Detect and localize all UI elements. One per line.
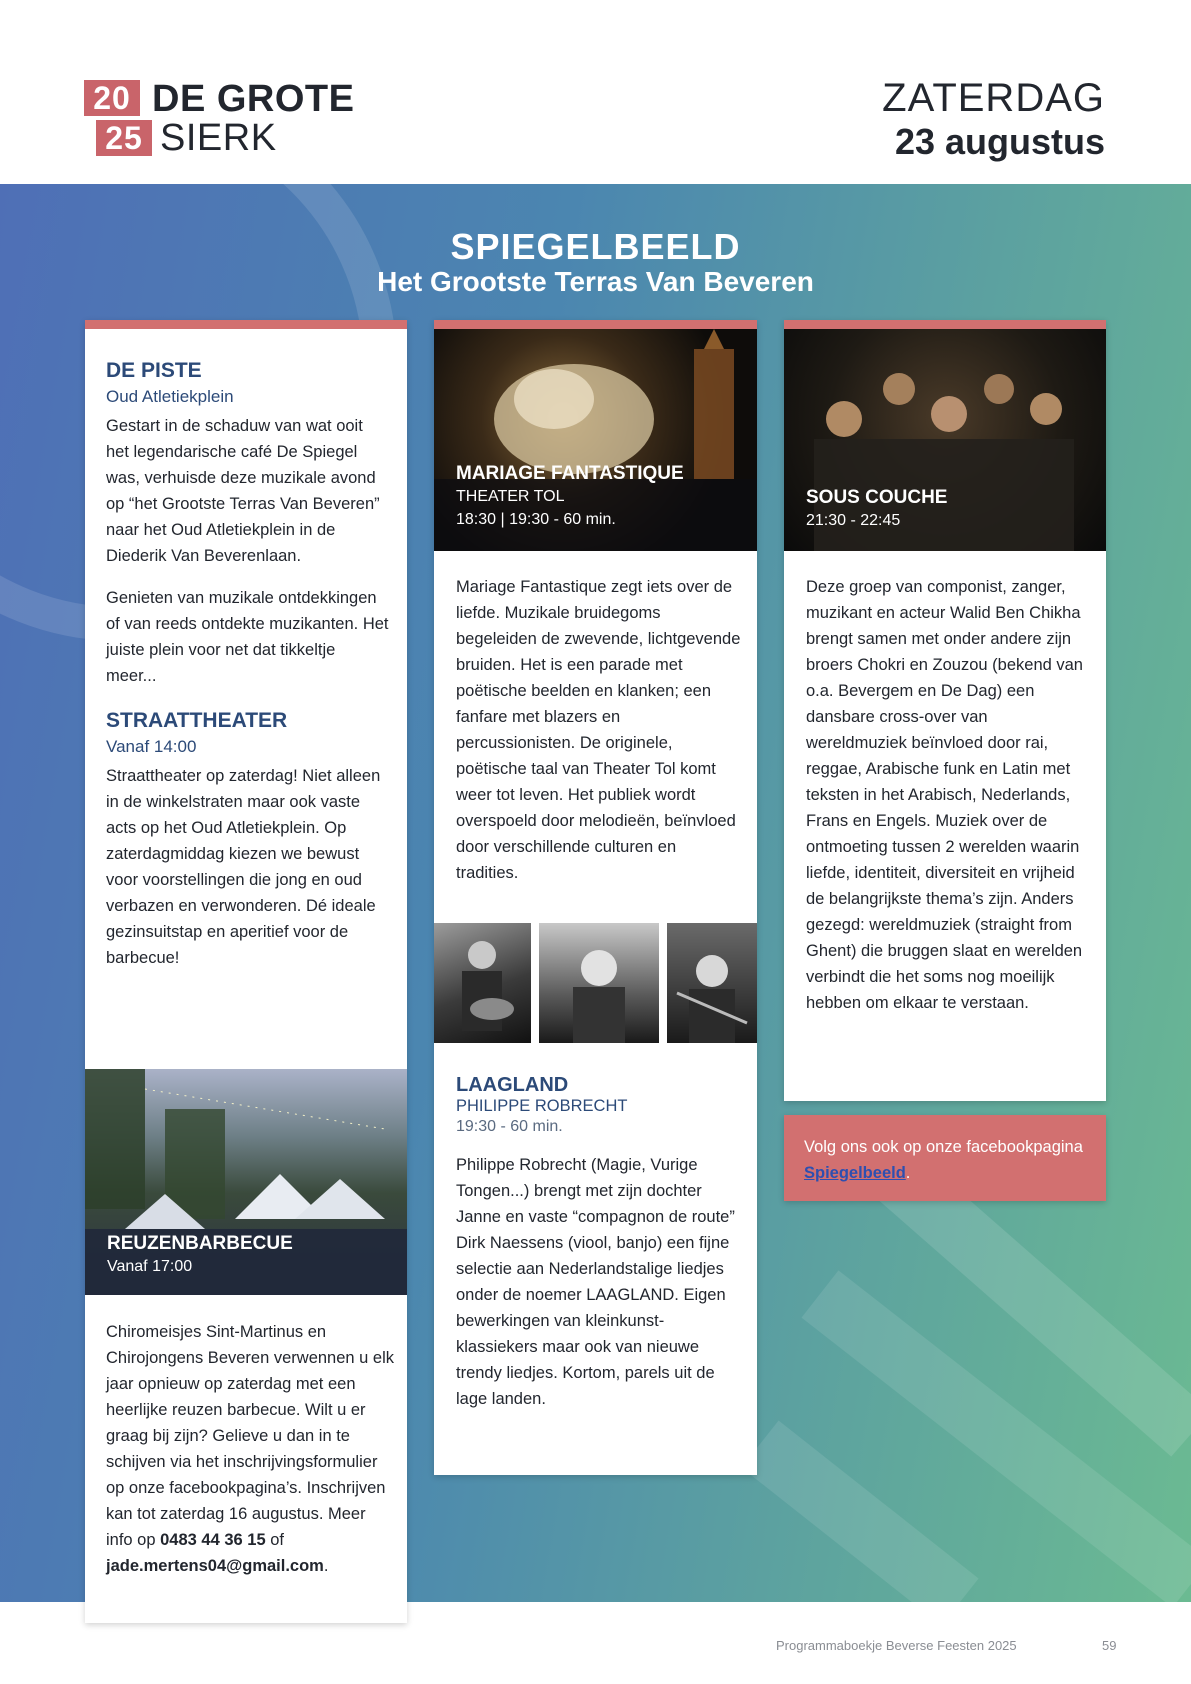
- mariage-fantastique-company: THEATER TOL: [456, 488, 565, 505]
- laagland-photo-3: [667, 923, 757, 1043]
- header-date: [882, 76, 1105, 164]
- page-number: 59: [1102, 1638, 1117, 1653]
- laagland-paragraph: Philippe Robrecht (Magie, Vurige Tongen...) brengt met zijn dochter Janne en vaste “compagnon de route” Dirk Naessens (viool, banjo) een fijne selectie aan Nederlandstalige liedjes onder de noemer LAAGLAND. Eigen bewerkingen van kleinkunst-klassiekers maar ook van nieuwe trendy liedjes. Kortom, parels uit de lage landen.: [456, 1156, 735, 1408]
- depiste-paragraph-2: Genieten van muzikale ontdekkingen of van reeds ontdekte muzikanten. Het juiste plein voor net dat tikkeltje meer...: [106, 589, 389, 685]
- violinist-illustration: [667, 923, 757, 1043]
- reuzenbarbecue-phone: 0483 44 36 15: [160, 1531, 266, 1549]
- depiste-title: DE PISTE: [106, 359, 202, 382]
- sous-couche-caption: [806, 487, 947, 532]
- logo-year-bottom: 25: [96, 120, 152, 156]
- card-column-3: [784, 320, 1106, 1101]
- card-column-1: [85, 320, 407, 1623]
- reuzenbarbecue-text: Chiromeisjes Sint-Martinus en Chirojongens Beveren verwennen u elk jaar opnieuw op zaterdag met een heerlijke reuzen barbecue. Wilt u er graag bij zijn? Gelieve u dan in te schijven via het inschrijvingsformulier op onze facebookpagina’s. Inschrijven kan tot zaterdag 16 augustus. Meer info op: [106, 1323, 395, 1549]
- straattheater-subtitle: Vanaf 14:00: [106, 737, 197, 756]
- footer-text: Programmaboekje Beverse Feesten 2025: [776, 1638, 1017, 1653]
- straattheater-title: STRAATTHEATER: [106, 709, 288, 732]
- facebook-callout-end: .: [905, 1164, 911, 1182]
- sous-couche-paragraph: Deze groep van componist, zanger, muzikant en acteur Walid Ben Chikha brengt samen met onder andere zijn broers Chokri en Zouzou (bekend van o.a. Bevergem en De Dag) een dansbare cross-over van wereldmuziek beïnvloed door rai, reggae, Arabische funk en Latin met teksten in het Arabisch, Nederlands, Frans en Engels. Muziek over de ontmoeting tussen 2 werelden waarin liefde, identiteit, diversiteit en vrijheid de belangrijkste thema’s zijn. Anders gezegd: wereldmuziek (straight from Ghent) die bruggen slaat en werelden verbindt die het soms nog moeilijk hebben om elkaar te verstaan.: [806, 578, 1083, 1012]
- logo-year-top: 20: [84, 80, 140, 116]
- page-header: [0, 0, 1191, 184]
- card-column-2: [434, 320, 757, 1475]
- laagland-photo-2: [539, 923, 659, 1043]
- guitarist-illustration: [434, 923, 531, 1043]
- reuzenbarbecue-photo: [85, 1069, 407, 1295]
- laagland-section: [456, 1074, 741, 1412]
- logo-line1: DE GROTE: [152, 78, 355, 120]
- straattheater-paragraph: Straattheater op zaterdag! Niet alleen in de winkelstraten maar ook vaste acts op het Oud Atletiekplein. Op zaterdagmiddag kiezen we bewust voor voorstellingen die jong en oud verbazen en verwonderen. Dé ideale gezinsuitstap en aperitief voor de barbecue!: [106, 767, 381, 967]
- facebook-callout-text: Volg ons ook op onze facebookpagina: [804, 1138, 1083, 1156]
- header-day: ZATERDAG: [882, 76, 1105, 120]
- header-date-text: 23 augustus: [894, 121, 1105, 162]
- reuzenbarbecue-or: of: [265, 1531, 285, 1549]
- sous-couche-title: SOUS COUCHE: [806, 487, 948, 508]
- reuzenbarbecue-subtitle: Vanaf 17:00: [107, 1258, 193, 1275]
- mariage-fantastique-caption: [456, 463, 684, 531]
- logo-line2: SIERK: [160, 117, 277, 159]
- laagland-artist: PHILIPPE ROBRECHT: [456, 1097, 628, 1115]
- reuzenbarbecue-end: .: [323, 1557, 329, 1575]
- reuzenbarbecue-caption: [107, 1233, 293, 1278]
- sous-couche-photo: [784, 329, 1106, 551]
- sous-couche-time: 21:30 - 22:45: [806, 512, 901, 529]
- reuzenbarbecue-title: REUZENBARBECUE: [107, 1233, 293, 1254]
- main-title: SPIEGELBEELD: [450, 226, 741, 267]
- facebook-link-spiegelbeeld[interactable]: Spiegelbeeld: [804, 1164, 906, 1182]
- laagland-photo-1: [434, 923, 531, 1043]
- laagland-time: 19:30 - 60 min.: [456, 1118, 563, 1135]
- depiste-subtitle: Oud Atletiekplein: [106, 387, 234, 406]
- mariage-fantastique-photo: [434, 329, 757, 551]
- reuzenbarbecue-paragraph: [106, 1319, 396, 1579]
- reuzenbarbecue-email: jade.mertens04@gmail.com: [106, 1557, 324, 1575]
- mariage-fantastique-title: MARIAGE FANTASTIQUE: [456, 463, 684, 484]
- laagland-title: LAAGLAND: [456, 1074, 569, 1096]
- main-subtitle: Het Grootste Terras Van Beveren: [377, 266, 814, 297]
- mariage-fantastique-time: 18:30 | 19:30 - 60 min.: [456, 511, 616, 528]
- depiste-paragraph-1: Gestart in de schaduw van wat ooit het legendarische café De Spiegel was, verhuisde deze muzikale avond op “het Grootste Terras Van Beveren” naar het Oud Atletiekplein in de Diederik Van Beverenlaan.: [106, 417, 380, 565]
- mariage-fantastique-paragraph: Mariage Fantastique zegt iets over de liefde. Muzikale bruidegoms begeleiden de zwevende, lichtgevende bruiden. Het is een parade met poëtische beelden en klanken; een fanfare met blazers en percussionisten. De originele, poëtische taal van Theater Tol komt weer tot leven. Het publiek wordt overspoeld door melodieën, beïnvloed door verschillende culturen en tradities.: [456, 578, 741, 882]
- singer-illustration: [539, 923, 659, 1043]
- facebook-callout: [784, 1115, 1106, 1201]
